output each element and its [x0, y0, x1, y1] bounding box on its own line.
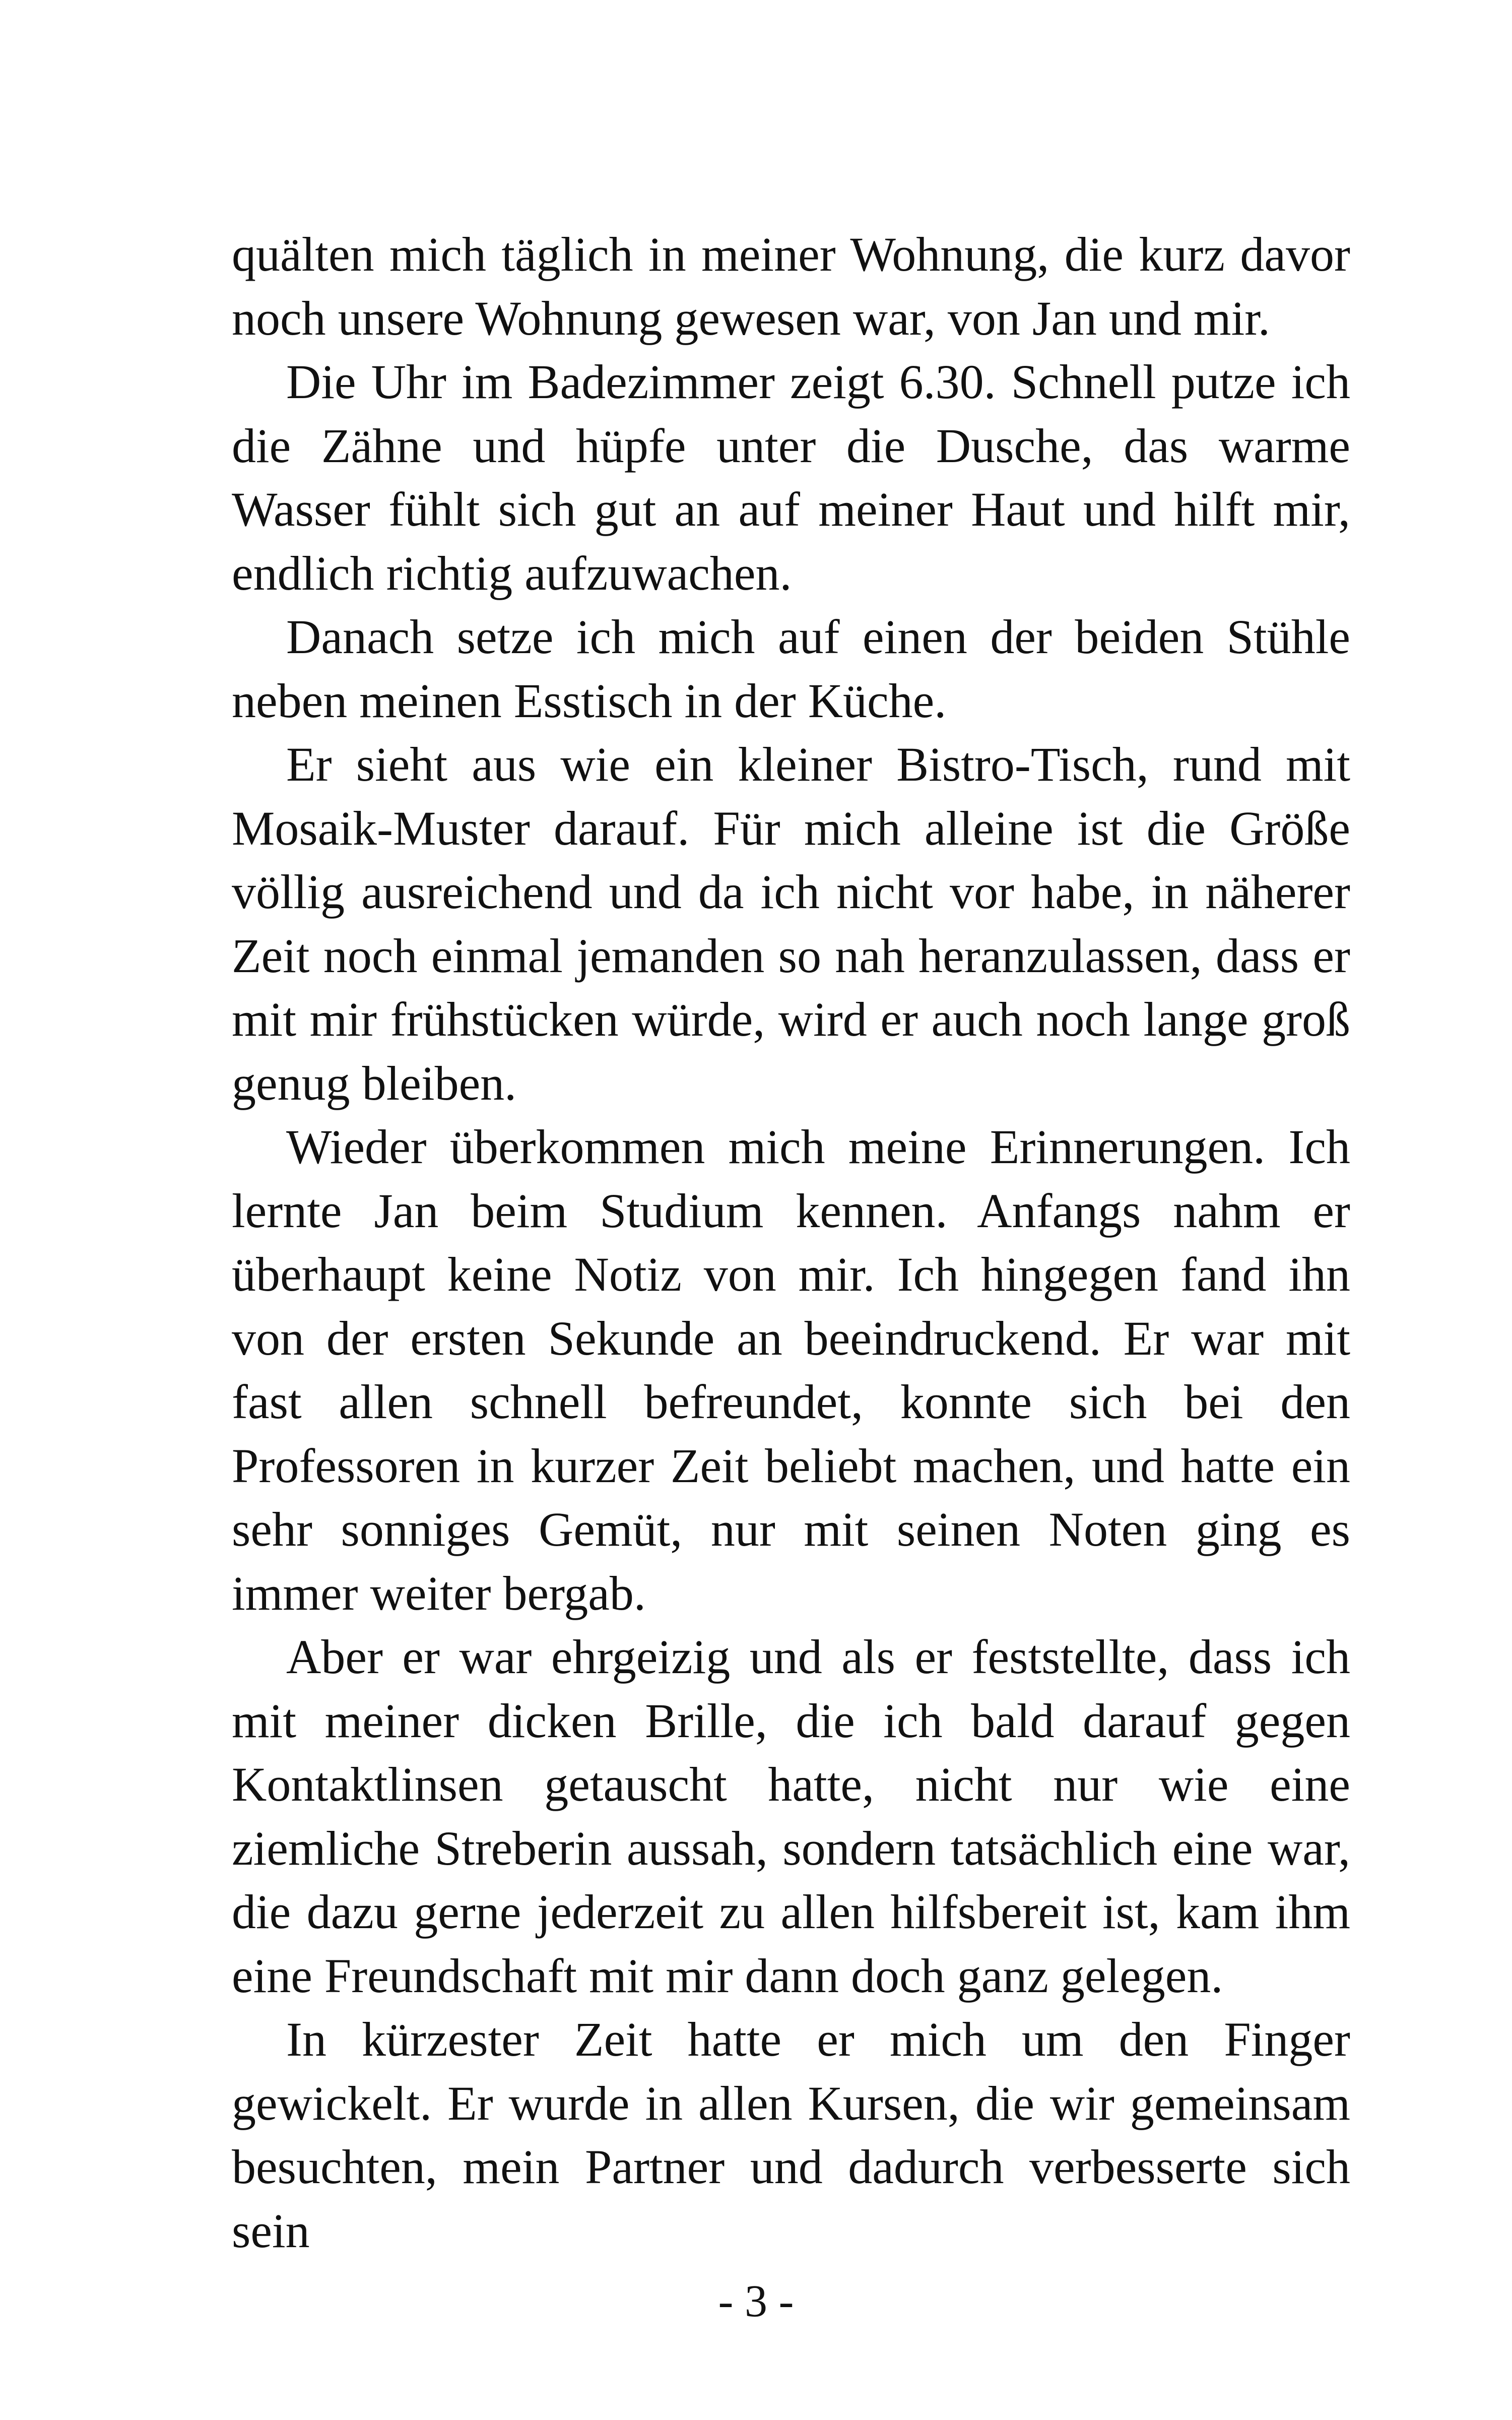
page-number: - 3 -: [718, 2276, 794, 2326]
paragraph: Die Uhr im Badezimmer zeigt 6.30. Schnell putze ich die Zähne und hüpfe unter die Dusche, das warme Wasser fühlt sich gut an auf meiner Haut und hilft mir, endlich richtig aufzuwachen.: [232, 355, 1350, 600]
paragraph: Danach setze ich mich auf einen der beiden Stühle neben meinen Esstisch in der Küche.: [232, 610, 1350, 728]
paragraph: Wieder überkommen mich meine Erinnerungen. Ich lernte Jan beim Studium kennen. Anfangs nahm er überhaupt keine Notiz von mir. Ich hingegen fand ihn von der ersten Sekunde an beeindruckend. Er war mit fast allen schnell befreundet, konnte sich bei den Professoren in kurzer Zeit beliebt machen, und hatte ein sehr sonniges Gemüt, nur mit seinen Noten ging es immer weiter bergab.: [232, 1120, 1350, 1620]
paragraph-continued: quälten mich täglich in meiner Wohnung, die kurz davor noch unsere Wohnung gewesen war, von Jan und mir.: [232, 227, 1350, 345]
paragraph: Aber er war ehrgeizig und als er feststellte, dass ich mit meiner dicken Brille, die ich bald darauf gegen Kontaktlinsen getauscht hatte, nicht nur wie eine ziemliche Streberin aussah, sondern tatsächlich eine war, die dazu gerne jederzeit zu allen hilfsbereit ist, kam ihm eine Freundschaft mit mir dann doch ganz gelegen.: [232, 1630, 1350, 2003]
paragraph-continues: In kürzester Zeit hatte er mich um den Finger gewickelt. Er wurde in allen Kursen, die wir gemeinsam besuchten, mein Partner und dadurch verbesserte sich sein: [232, 2012, 1350, 2258]
body-text: [232, 223, 1350, 2263]
paragraph: Er sieht aus wie ein kleiner Bistro-Tisch, rund mit Mosaik-Muster darauf. Für mich alleine ist die Größe völlig ausreichend und da ich nicht vor habe, in näherer Zeit noch einmal jemanden so nah heranzulassen, dass er mit mir frühstücken würde, wird er auch noch lange groß genug bleiben.: [232, 737, 1350, 1110]
